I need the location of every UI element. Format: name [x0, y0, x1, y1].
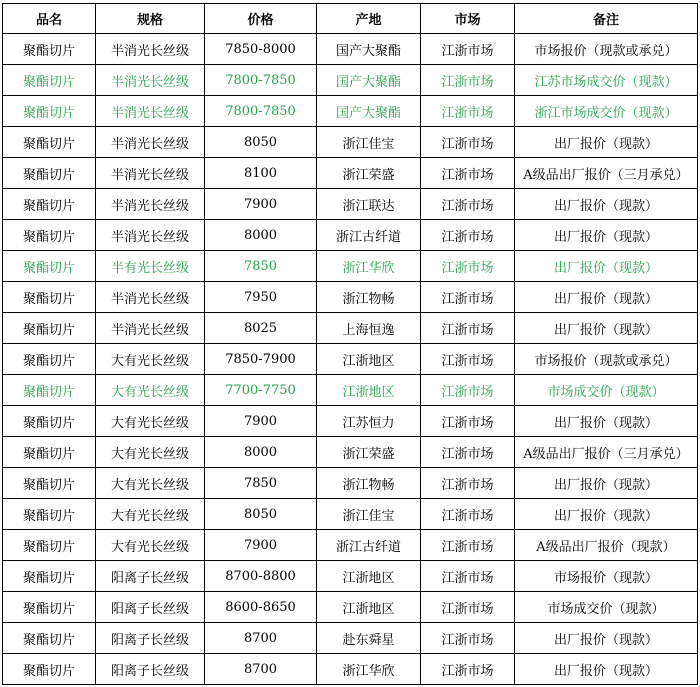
cell-origin: 浙江佳宝: [317, 499, 421, 530]
table-row: [3, 468, 698, 499]
cell-product: 聚酯切片: [3, 592, 96, 623]
cell-remark: A级品出厂报价（三月承兑）: [515, 158, 698, 189]
cell-market: 江浙市场: [421, 313, 515, 344]
cell-origin: 江浙地区: [317, 344, 421, 375]
cell-product: 聚酯切片: [3, 344, 96, 375]
cell-remark: 出厂报价（现款）: [515, 313, 698, 344]
cell-price: 8700-8800: [205, 561, 317, 592]
cell-market: 江浙市场: [421, 189, 515, 220]
header-row: [3, 4, 698, 34]
cell-market: 江浙市场: [421, 561, 515, 592]
cell-spec: 大有光长丝级: [96, 344, 205, 375]
cell-price: 8100: [205, 158, 317, 189]
table-row: [3, 654, 698, 685]
cell-product: 聚酯切片: [3, 437, 96, 468]
cell-market: 江浙市场: [421, 530, 515, 561]
table-row: [3, 375, 698, 406]
cell-origin: 国产大聚酯: [317, 65, 421, 96]
header-market: 市场: [421, 4, 515, 34]
cell-product: 聚酯切片: [3, 406, 96, 437]
cell-product: 聚酯切片: [3, 127, 96, 158]
cell-remark: 出厂报价（现款）: [515, 251, 698, 282]
cell-price: 7850-7900: [205, 344, 317, 375]
cell-product: 聚酯切片: [3, 65, 96, 96]
cell-origin: 浙江联达: [317, 189, 421, 220]
cell-origin: 浙江物畅: [317, 468, 421, 499]
cell-market: 江浙市场: [421, 499, 515, 530]
header-price: 价格: [205, 4, 317, 34]
cell-origin: 浙江荣盛: [317, 158, 421, 189]
cell-spec: 半消光长丝级: [96, 313, 205, 344]
cell-origin: 江浙地区: [317, 592, 421, 623]
cell-market: 江浙市场: [421, 96, 515, 127]
cell-remark: 出厂报价（现款）: [515, 282, 698, 313]
cell-remark: 出厂报价（现款）: [515, 654, 698, 685]
table-row: [3, 344, 698, 375]
cell-product: 聚酯切片: [3, 313, 96, 344]
cell-remark: 江苏市场成交价（现款）: [515, 65, 698, 96]
cell-price: 7850: [205, 468, 317, 499]
cell-spec: 大有光长丝级: [96, 468, 205, 499]
cell-origin: 浙江华欣: [317, 251, 421, 282]
cell-market: 江浙市场: [421, 375, 515, 406]
cell-price: 7800-7850: [205, 96, 317, 127]
cell-price: 7900: [205, 406, 317, 437]
cell-price: 7700-7750: [205, 375, 317, 406]
cell-product: 聚酯切片: [3, 561, 96, 592]
table-row: [3, 530, 698, 561]
cell-origin: 江苏恒力: [317, 406, 421, 437]
table-row: [3, 313, 698, 344]
table-row: [3, 189, 698, 220]
cell-product: 聚酯切片: [3, 220, 96, 251]
cell-spec: 半消光长丝级: [96, 282, 205, 313]
cell-product: 聚酯切片: [3, 282, 96, 313]
cell-market: 江浙市场: [421, 127, 515, 158]
cell-price: 7900: [205, 530, 317, 561]
table-row: [3, 406, 698, 437]
cell-spec: 半消光长丝级: [96, 96, 205, 127]
cell-product: 聚酯切片: [3, 189, 96, 220]
cell-spec: 阳离子长丝级: [96, 654, 205, 685]
cell-origin: 国产大聚酯: [317, 96, 421, 127]
cell-product: 聚酯切片: [3, 158, 96, 189]
cell-origin: 上海恒逸: [317, 313, 421, 344]
cell-market: 江浙市场: [421, 654, 515, 685]
cell-spec: 半消光长丝级: [96, 65, 205, 96]
cell-product: 聚酯切片: [3, 499, 96, 530]
cell-spec: 半有光长丝级: [96, 251, 205, 282]
price-table: [2, 3, 698, 685]
table-row: [3, 499, 698, 530]
cell-spec: 大有光长丝级: [96, 437, 205, 468]
cell-spec: 阳离子长丝级: [96, 623, 205, 654]
cell-spec: 半消光长丝级: [96, 189, 205, 220]
table-row: [3, 34, 698, 65]
cell-remark: 出厂报价（现款）: [515, 468, 698, 499]
cell-market: 江浙市场: [421, 406, 515, 437]
cell-price: 8000: [205, 437, 317, 468]
cell-remark: 市场报价（现款或承兑）: [515, 34, 698, 65]
cell-spec: 大有光长丝级: [96, 530, 205, 561]
cell-origin: 赴东舜星: [317, 623, 421, 654]
cell-origin: 浙江佳宝: [317, 127, 421, 158]
cell-remark: 市场成交价（现款）: [515, 592, 698, 623]
cell-market: 江浙市场: [421, 437, 515, 468]
cell-remark: A级品出厂报价（三月承兑）: [515, 437, 698, 468]
table-header: [3, 4, 698, 34]
cell-spec: 大有光长丝级: [96, 499, 205, 530]
cell-origin: 浙江华欣: [317, 654, 421, 685]
cell-spec: 半消光长丝级: [96, 220, 205, 251]
cell-product: 聚酯切片: [3, 251, 96, 282]
cell-remark: 出厂报价（现款）: [515, 127, 698, 158]
cell-remark: 市场成交价（现款）: [515, 375, 698, 406]
header-origin: 产地: [317, 4, 421, 34]
cell-product: 聚酯切片: [3, 468, 96, 499]
cell-price: 8050: [205, 499, 317, 530]
cell-remark: 出厂报价（现款）: [515, 220, 698, 251]
cell-spec: 阳离子长丝级: [96, 592, 205, 623]
cell-market: 江浙市场: [421, 65, 515, 96]
cell-origin: 江浙地区: [317, 561, 421, 592]
table-row: [3, 220, 698, 251]
cell-market: 江浙市场: [421, 158, 515, 189]
cell-remark: 出厂报价（现款）: [515, 406, 698, 437]
cell-price: 7850: [205, 251, 317, 282]
cell-product: 聚酯切片: [3, 34, 96, 65]
cell-market: 江浙市场: [421, 344, 515, 375]
cell-spec: 半消光长丝级: [96, 158, 205, 189]
header-remark: 备注: [515, 4, 698, 34]
cell-price: 8700: [205, 654, 317, 685]
cell-market: 江浙市场: [421, 34, 515, 65]
cell-price: 7900: [205, 189, 317, 220]
cell-origin: 江浙地区: [317, 375, 421, 406]
cell-price: 8000: [205, 220, 317, 251]
cell-spec: 大有光长丝级: [96, 406, 205, 437]
table-row: [3, 158, 698, 189]
table-body: [3, 34, 698, 685]
table-row: [3, 96, 698, 127]
table-row: [3, 623, 698, 654]
cell-product: 聚酯切片: [3, 96, 96, 127]
header-spec: 规格: [96, 4, 205, 34]
cell-spec: 半消光长丝级: [96, 34, 205, 65]
cell-origin: 浙江古纤道: [317, 220, 421, 251]
cell-remark: 出厂报价（现款）: [515, 189, 698, 220]
cell-price: 8600-8650: [205, 592, 317, 623]
table-row: [3, 437, 698, 468]
cell-market: 江浙市场: [421, 468, 515, 499]
cell-origin: 浙江古纤道: [317, 530, 421, 561]
table-row: [3, 127, 698, 158]
cell-product: 聚酯切片: [3, 654, 96, 685]
cell-market: 江浙市场: [421, 623, 515, 654]
cell-market: 江浙市场: [421, 220, 515, 251]
cell-price: 7950: [205, 282, 317, 313]
table-row: [3, 282, 698, 313]
cell-remark: 出厂报价（现款）: [515, 499, 698, 530]
cell-spec: 半消光长丝级: [96, 127, 205, 158]
cell-remark: 市场报价（现款）: [515, 561, 698, 592]
cell-market: 江浙市场: [421, 251, 515, 282]
cell-remark: A级品出厂报价（现款）: [515, 530, 698, 561]
cell-market: 江浙市场: [421, 592, 515, 623]
cell-product: 聚酯切片: [3, 623, 96, 654]
cell-price: 7800-7850: [205, 65, 317, 96]
table-row: [3, 561, 698, 592]
cell-product: 聚酯切片: [3, 375, 96, 406]
table-row: [3, 592, 698, 623]
cell-price: 8050: [205, 127, 317, 158]
cell-price: 8025: [205, 313, 317, 344]
header-product: 品名: [3, 4, 96, 34]
cell-price: 8700: [205, 623, 317, 654]
cell-origin: 浙江物畅: [317, 282, 421, 313]
cell-spec: 阳离子长丝级: [96, 561, 205, 592]
cell-remark: 浙江市场成交价（现款）: [515, 96, 698, 127]
cell-price: 7850-8000: [205, 34, 317, 65]
cell-product: 聚酯切片: [3, 530, 96, 561]
cell-market: 江浙市场: [421, 282, 515, 313]
table-row: [3, 251, 698, 282]
cell-remark: 出厂报价（现款）: [515, 623, 698, 654]
cell-origin: 国产大聚酯: [317, 34, 421, 65]
cell-origin: 浙江荣盛: [317, 437, 421, 468]
table-row: [3, 65, 698, 96]
cell-spec: 大有光长丝级: [96, 375, 205, 406]
cell-remark: 市场报价（现款或承兑）: [515, 344, 698, 375]
